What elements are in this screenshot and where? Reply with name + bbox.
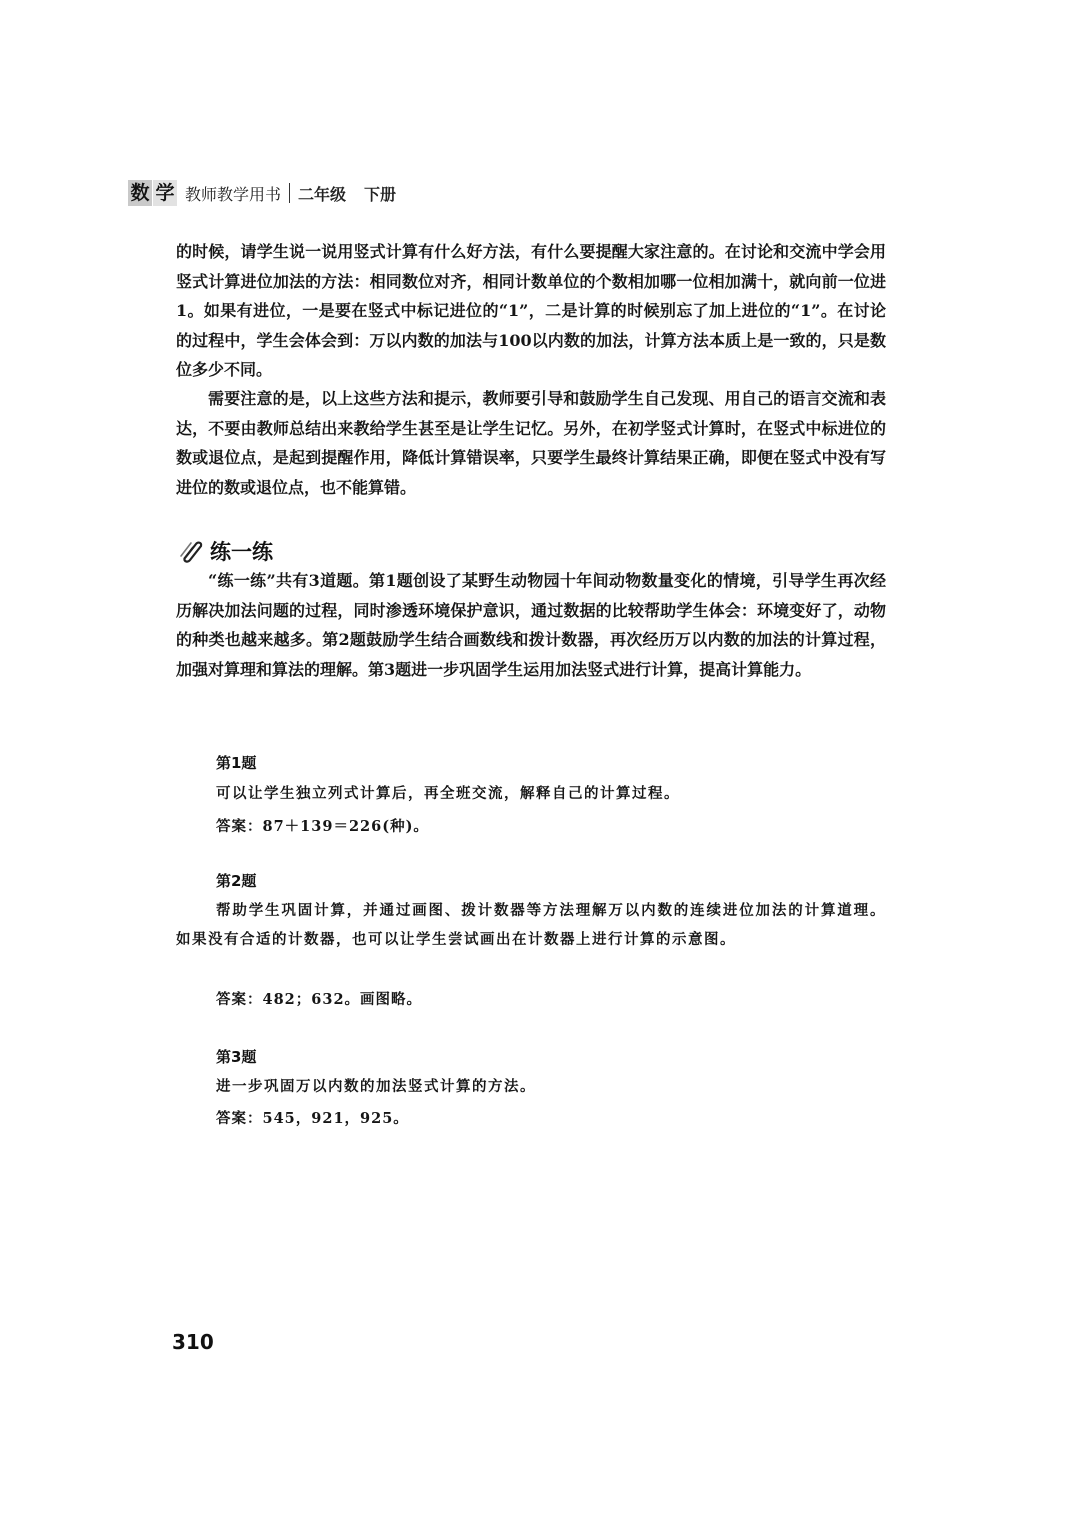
paperclip-icon [176,536,206,566]
body-paragraph-2: 需要注意的是，以上这些方法和提示，教师要引导和鼓励学生自己发现、用自己的语言交流和表达，不要由教师总结出来教给学生甚至是让学生记忆。另外，在初学竖式计算时，在竖式中标进位的数或退位点，是起到提醒作用，降低计算错误率，只要学生最终计算结果正确，即便在竖式中没有写进位的数或退位点，也不能算错。 [176,389,886,497]
exercise-2-answer: 答案：482；632。画图略。 [216,991,423,1008]
exercise-3-text: 进一步巩固万以内数的加法竖式计算的方法。 [216,1078,536,1095]
body-paragraph-1: 的时候，请学生说一说用竖式计算有什么好方法，有什么要提醒大家注意的。在讨论和交流中学会用竖式计算进位加法的方法：相同数位对齐，相同计数单位的个数相加哪一位相加满十，就向前一位进1。如果有进位，一是要在竖式中标记进位的“1”，二是计算的时候别忘了加上进位的“1”。在讨论的过程中，学生会体会到：万以内数的加法与100以内数的加法，计算方法本质上是一致的，只是数位多少不同。 [176,242,886,379]
volume-label: 下册 [364,184,397,204]
section-heading [176,534,273,568]
header-divider [289,183,290,203]
subject-char-1: 数 [128,180,152,206]
exercise-1-answer: 答案：87＋139＝226(种)。 [216,818,429,835]
exercise-3-title: 第3题 [216,1048,257,1066]
page-number: 310 [172,1330,214,1354]
exercise-2-title: 第2题 [216,872,257,890]
grade-label: 二年级 [298,184,347,204]
subject-char-2: 学 [153,180,177,206]
exercise-1-title: 第1题 [216,754,257,772]
section-title: 练一练 [210,540,273,564]
exercise-2-text: 帮助学生巩固计算，并通过画图、拨计数器等方法理解万以内数的连续进位加法的计算道理。如果没有合适的计数器，也可以让学生尝试画出在计数器上进行计算的示意图。 [176,902,886,948]
practice-intro: “练一练”共有3道题。第1题创设了某野生动物园十年间动物数量变化的情境，引导学生再次经历解决加法问题的过程，同时渗透环境保护意识，通过数据的比较帮助学生体会：环境变好了，动物的种类也越来越多。第2题鼓励学生结合画数线和拨计数器，再次经历万以内数的加法的计算过程，加强对算理和算法的理解。第3题进一步巩固学生运用加法竖式进行计算，提高计算能力。 [176,571,886,679]
running-header [128,178,396,208]
exercise-3-answer: 答案：545，921，925。 [216,1110,409,1127]
book-title: 教师教学用书 [185,184,282,204]
exercise-1-text: 可以让学生独立列式计算后，再全班交流，解释自己的计算过程。 [216,785,680,802]
